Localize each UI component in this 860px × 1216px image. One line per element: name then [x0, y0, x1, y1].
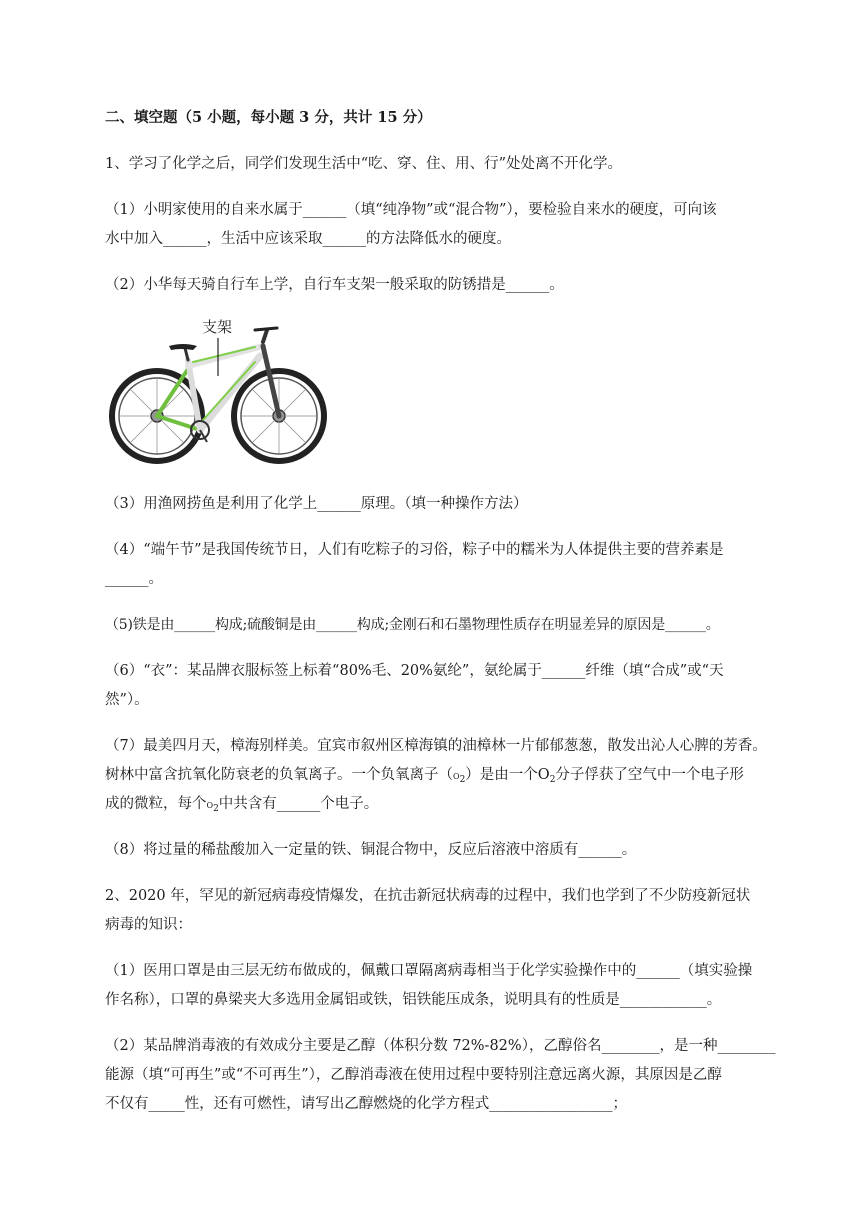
q1-part7-text-b: ）是由一个 — [465, 767, 538, 783]
q2-intro-line2: 病毒的知识： — [105, 917, 192, 933]
section-heading: 二、填空题（5 小题，每小题 3 分，共计 15 分） — [105, 109, 432, 126]
q1-part7-text-e: 中共含有______个电子。 — [218, 796, 379, 812]
q1-part8: （8）将过量的稀盐酸加入一定量的铁、铜混合物中，反应后溶液中溶质有______。 — [105, 842, 637, 858]
q1-part7-line3 — [105, 794, 378, 816]
q1-part6-line2: 然”）。 — [105, 692, 149, 708]
q2-part1-line1: （1）医用口罩是由三层无纺布做成的，佩戴口罩隔离病毒相当于化学实验操作中的______（填实验操 — [105, 963, 753, 979]
q2-part2-line2: 能源（填“可再生”或“不可再生”），乙醇消毒液在使用过程中要特别注意远离火源，其原因是乙醇 — [105, 1067, 722, 1083]
q2-part2-line3: 不仅有_____性，还有可燃性，请写出乙醇燃烧的化学方程式_________________； — [105, 1096, 627, 1112]
o2-formula-3 — [206, 801, 219, 814]
o2-symbol: O — [537, 767, 550, 783]
q2-part2-line1: （2）某品牌消毒液的有效成分主要是乙醇（体积分数 72%-82%），乙醇俗名________，是一种________ — [105, 1038, 776, 1054]
o2-symbol: O — [206, 801, 214, 810]
q1-part7-text-c: 分子俘获了空气中一个电子形 — [555, 767, 744, 783]
q2-part1-line2: 作名称），口罩的鼻梁夹大多选用金属铝或铁，铝铁能压成条，说明具有的性质是____________。 — [105, 992, 722, 1008]
q1-part4-line1: （4）“端午节”是我国传统节日，人们有吃粽子的习俗，粽子中的糯米为人体提供主要的营养素是 — [105, 542, 724, 558]
q1-part7-line2 — [105, 765, 744, 787]
q1-part7-text-d: 成的微粒，每个 — [105, 796, 207, 812]
o2-formula — [453, 772, 466, 785]
q1-part3: （3）用渔网捞鱼是利用了化学上______原理。（填一种操作方法） — [105, 496, 528, 512]
o2-subscript: 2 — [213, 804, 219, 814]
q1-part1-line2: 水中加入______，生活中应该采取______的方法降低水的硬度。 — [105, 231, 511, 247]
bicycle-icon — [105, 318, 330, 470]
bicycle-figure — [105, 318, 330, 470]
q1-part6-line1: （6）“衣”：某品牌衣服标签上标着“80%毛、20%氨纶”，氨纶属于______纤维（填“合成”或“天 — [105, 663, 724, 679]
o2-symbol: O — [453, 772, 460, 781]
q1-intro: 1、学习了化学之后，同学们发现生活中“吃、穿、住、用、行”处处离不开化学。 — [105, 156, 623, 172]
o2-subscript: 2 — [549, 775, 556, 785]
o2-subscript: 2 — [459, 775, 466, 785]
q1-part4-line2: ______。 — [105, 571, 163, 587]
q1-part7-text-a: 树林中富含抗氧化防衰老的负氧离子。一个负氧离子（ — [105, 767, 453, 783]
q1-part2: （2）小华每天骑自行车上学，自行车支架一般采取的防锈措是______。 — [105, 277, 564, 293]
q1-part7-line1: （7）最美四月天，樟海别样美。宜宾市叙州区樟海镇的油樟林一片郁郁葱葱，散发出沁人心脾的芳香。 — [105, 738, 767, 754]
q2-intro-line1: 2、2020 年，罕见的新冠病毒疫情爆发，在抗击新冠状病毒的过程中，我们也学到了不少防疫新冠状 — [105, 888, 751, 904]
figure-label: 支架 — [202, 319, 233, 336]
q1-part1-line1: （1）小明家使用的自来水属于______（填“纯净物”或“混合物”），要检验自来水的硬度，可向该 — [105, 202, 717, 218]
q1-part5: （5)铁是由______构成;硫酸铜是由______构成;金刚石和石墨物理性质存在明显差异的原因是______。 — [105, 617, 720, 633]
o2-formula-2 — [538, 767, 556, 783]
